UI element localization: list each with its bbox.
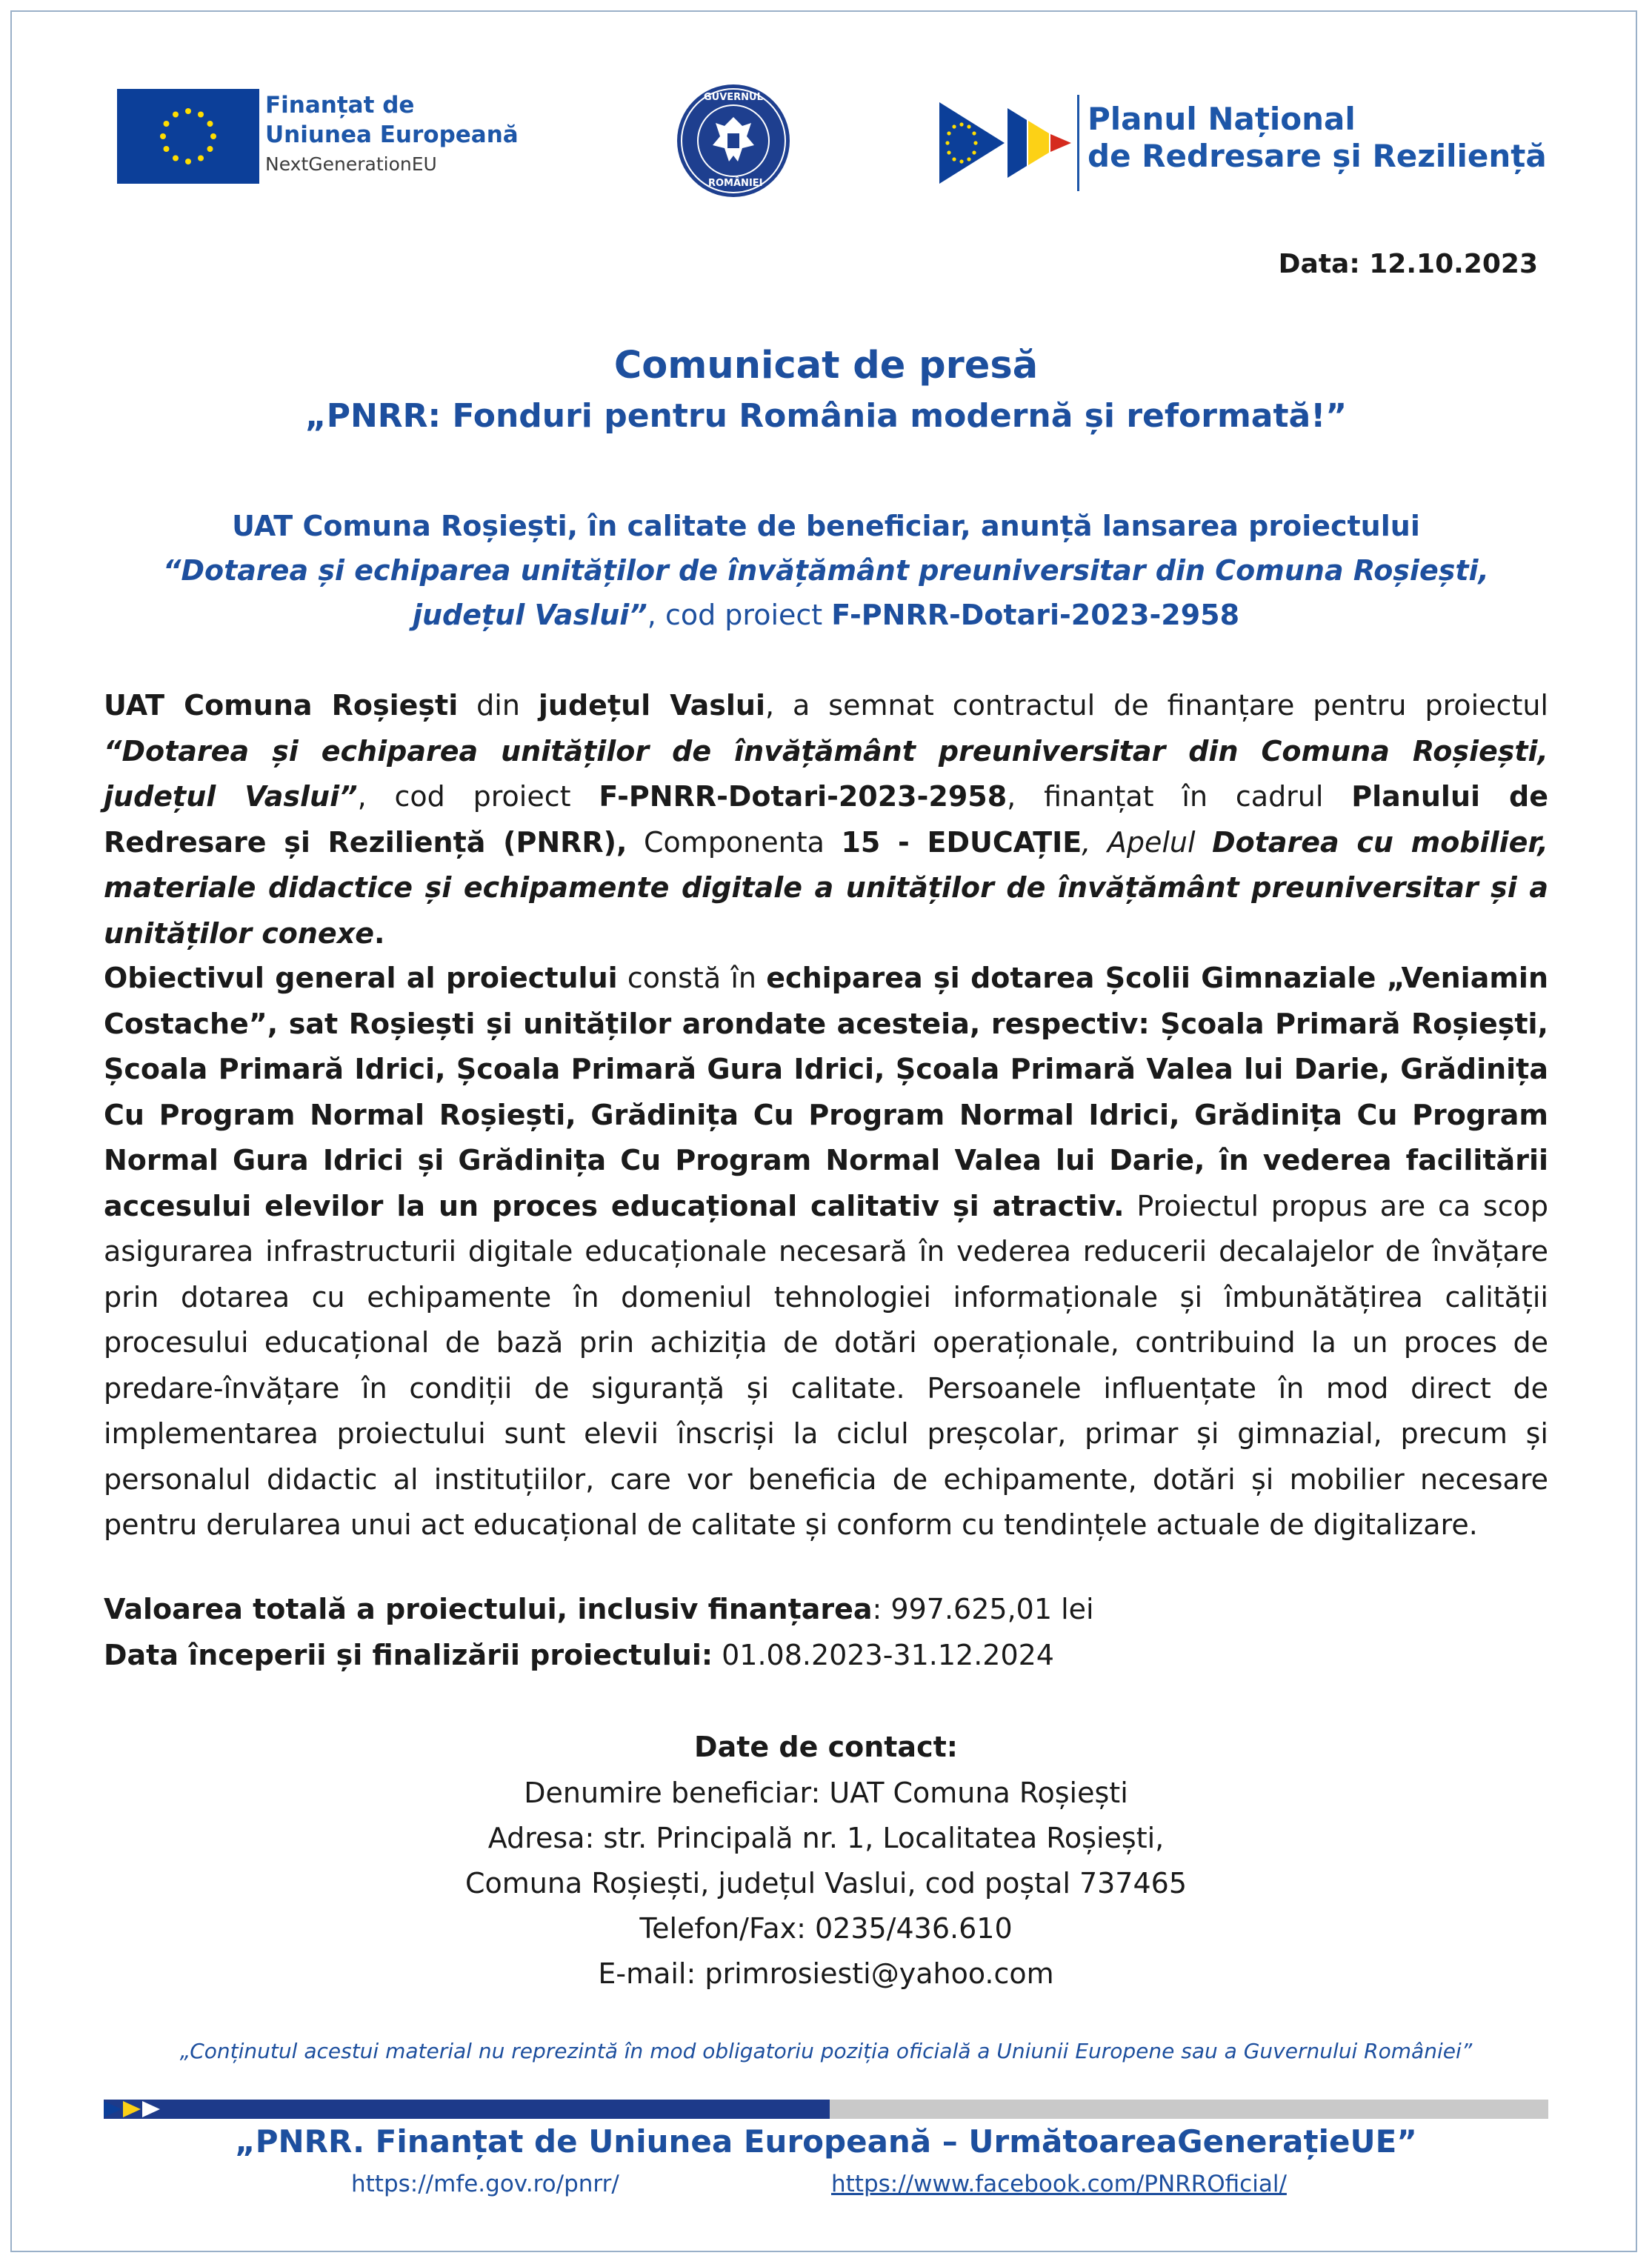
contact-address-line2: Comuna Roșiești, județul Vaslui, cod poștal 737465 — [464, 1867, 1188, 1900]
contact-beneficiary: Denumire beneficiar: UAT Comuna Roșiești — [524, 1777, 1128, 1809]
project-period-dates: 01.08.2023-31.12.2024 — [713, 1639, 1054, 1671]
p1-beneficiary: UAT Comuna Roșiești — [104, 689, 459, 722]
page-title: Comunicat de presă — [613, 344, 1039, 387]
contact-title: Date de contact: — [694, 1731, 958, 1763]
pnrr-logo — [939, 95, 1547, 191]
eu-flag-icon — [117, 89, 259, 184]
p1-text: din — [458, 689, 539, 722]
footer-arrows-icon — [104, 2100, 200, 2119]
p2-text: constă în — [617, 962, 767, 994]
p1-plan-name: Planului de Redresare și Reziliență (PNRR), — [104, 780, 1548, 859]
p1-county: județul Vaslui — [538, 689, 766, 722]
eu-logo-line1: Finanțat de — [265, 92, 415, 119]
p2-objective-text: echiparea și dotarea Școlii Gimnaziale „Veniamin Costache”, sat Roșiești și unităților arondate acesteia, respectiv: Școala Primară Roșiești, Școala Primară Idrici, Școala Primară Gura Idrici, Școala Primară Valea lui Darie, Grădinița Cu Program Normal Roșiești, Grădinița Cu Program Normal Idrici, Grădinița Cu Program Normal Gura Idrici și Grădinița Cu Program Normal Valea lui Darie, în vederea facilitării accesului elevilor la un proces educațional calitativ și atractiv. — [104, 962, 1549, 1222]
project-value — [104, 1587, 1548, 1631]
footer-bar — [104, 2100, 1548, 2119]
p1-text: . — [373, 916, 385, 950]
p1-text: , cod proiect — [357, 780, 599, 813]
intro-block — [104, 504, 1548, 637]
pnrr-arrows-icon — [939, 95, 1080, 191]
intro-project-title: “Dotarea și echiparea unităților de învățământ preuniversitar din Comuna Roșiești, județul Vaslui” — [163, 554, 1489, 631]
eu-logo-line2: Uniunea Europeană — [265, 121, 519, 148]
contact-phone: Telefon/Fax: 0235/436.610 — [639, 1912, 1013, 1945]
mfe-link[interactable]: https://mfe.gov.ro/pnrr/ — [351, 2171, 619, 2197]
document-date: Data: 12.10.2023 — [1278, 249, 1538, 279]
p2-description: Proiectul propus are ca scop asigurarea infrastructurii digitale educaționale necesară în vederea reducerii decalajelor de învățare prin dotarea cu echipamente în domeniul tehnologiei informaționale și îmbunătățirea calității procesului educațional de bază prin achiziția de dotări operaționale, contribuind la un proces de predare-învățare în condiții de siguranță și calitate. Persoanele influențate în mod direct de implementarea proiectului sunt elevii înscriși la ciclul preșcolar, primar și gimnazial, precum și personalul didactic al instituțiilor, care vor beneficia de echipamente, dotări și mobilier necesare pentru derularea unui act educațional de calitate și conform cu tendințele actuale de digitalizare. — [104, 1189, 1548, 1541]
seal-text-top: GUVERNUL — [704, 92, 763, 103]
paragraph-contract — [104, 683, 1548, 956]
pnrr-logo-line2: de Redresare și Reziliență — [1088, 138, 1547, 174]
intro-line1: UAT Comuna Roșiești, în calitate de beneficiar, anunță lansarea proiectului — [232, 510, 1420, 542]
p1-text: , finanțat în cadrul — [1007, 780, 1352, 813]
paragraph-objective — [104, 956, 1548, 1548]
disclaimer: „Conținutul acestui material nu reprezintă în mod obligatoriu poziția oficială a Uniunii Europene sau a Guvernului României” — [179, 2039, 1473, 2063]
intro-code-label: , cod proiect — [647, 599, 832, 631]
project-period — [104, 1633, 1548, 1677]
p1-call-name: Dotarea cu mobilier, materiale didactice și echipamente digitale a unităților de învățământ preuniversitar și a unităților conexe — [104, 825, 1548, 950]
seal-text-bottom: ROMÂNIEI — [708, 178, 763, 189]
facebook-link[interactable]: https://www.facebook.com/PNRROficial/ — [831, 2171, 1287, 2197]
p1-component: 15 - EDUCAȚIE — [841, 825, 1082, 859]
eu-funding-logo — [117, 89, 519, 191]
project-value-label: Valoarea totală a proiectului, inclusiv finanțarea — [104, 1593, 873, 1625]
p2-objective-label: Obiectivul general al proiectului — [104, 962, 618, 994]
pnrr-logo-line1: Planul Național — [1088, 101, 1356, 137]
p1-project-title: “Dotarea și echiparea unităților de învățământ preuniversitar din Comuna Roșiești, județul Vaslui” — [104, 734, 1548, 813]
intro-project-code: F-PNRR-Dotari-2023-2958 — [831, 599, 1240, 631]
p1-text: Componenta — [627, 825, 842, 859]
eu-logo-line3: NextGenerationEU — [265, 153, 437, 175]
contact-email: E-mail: primrosiesti@yahoo.com — [598, 1957, 1054, 1990]
project-value-amount: : 997.625,01 lei — [872, 1593, 1094, 1625]
p1-project-code: F-PNRR-Dotari-2023-2958 — [599, 780, 1007, 813]
page-subtitle: „PNRR: Fonduri pentru România modernă și reformată!” — [304, 397, 1348, 435]
project-period-label: Data începerii și finalizării proiectului: — [104, 1639, 713, 1671]
footer-title: „PNRR. Finanțat de Uniunea Europeană – UrmătoareaGenerațieUE” — [235, 2123, 1417, 2160]
p1-text: , a semnat contractul de finanțare pentru proiectul — [765, 689, 1548, 722]
contact-address-line1: Adresa: str. Principală nr. 1, Localitatea Roșiești, — [487, 1822, 1165, 1854]
government-seal-icon — [674, 81, 793, 200]
p1-text: , Apelul — [1082, 825, 1213, 859]
